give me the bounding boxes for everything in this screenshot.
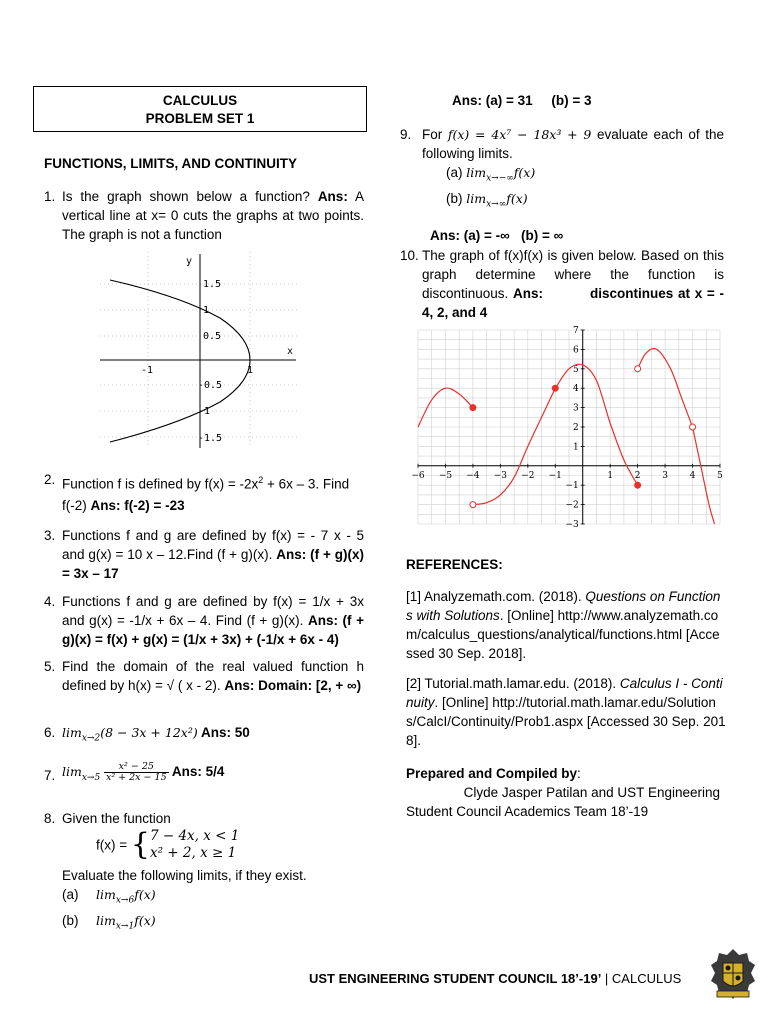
- x-tick-label: 3: [662, 470, 668, 481]
- x-tick-label: 5: [717, 470, 723, 481]
- question-text: Functions f and g are defined by f(x) = - 7 x - 5 and g(x) = 10 x – 12.Find (f + g)(x).: [62, 528, 364, 562]
- limit-tail: f(x): [134, 887, 156, 902]
- limit-tail: f(x): [513, 165, 536, 180]
- part-a: [446, 163, 724, 189]
- y-tick-label: 0.5: [203, 331, 222, 342]
- question-2: [44, 470, 364, 516]
- piecewise-cases: [150, 828, 239, 862]
- part-a: [62, 885, 364, 911]
- open-endpoint: [470, 502, 476, 508]
- footer-separator: |: [601, 971, 612, 986]
- closed-endpoint: [470, 405, 476, 411]
- title-line-2: PROBLEM SET 1: [145, 111, 255, 126]
- limit-symbol: lim: [96, 912, 116, 928]
- y-tick-label: -1: [198, 406, 211, 417]
- footer-text: [309, 971, 681, 986]
- answer-text: A vertical line at x= 0 cuts the graphs at two points. The graph is not a function: [62, 189, 364, 242]
- section-heading: FUNCTIONS, LIMITS, AND CONTINUITY: [44, 156, 297, 171]
- case-2: x² + 2, x ≥ 1: [149, 845, 237, 861]
- limit-symbol: lim: [96, 887, 116, 902]
- reference-text: . [Online] http://tutorial.math.lamar.edu/Solutions/CalcI/Continuity/Prob1.aspx [Accessed 30 Sep. 2018].: [406, 695, 726, 748]
- y-tick-label: 2: [572, 423, 579, 433]
- y-tick-label: 6: [572, 345, 579, 356]
- open-endpoint: [690, 424, 696, 430]
- question-10: [400, 246, 724, 322]
- x-tick-label: −5: [438, 470, 453, 481]
- answer-a: Ans: (a) = -∞: [430, 228, 510, 244]
- answer-text: Ans: (f + g)(x) = f(x) + g(x) = (1/x + 3x) + (-1/x + 6x - 4): [62, 613, 364, 647]
- question-number: 6.: [44, 725, 56, 740]
- question-text: For: [422, 127, 448, 142]
- prepared-colon: :: [577, 766, 581, 781]
- question-4: [44, 592, 364, 649]
- part-label: (b): [446, 190, 467, 206]
- question-7: [44, 762, 364, 788]
- prepared-by: [406, 764, 726, 821]
- y-tick-label: −3: [565, 520, 579, 530]
- question-number: 7.: [44, 768, 56, 783]
- fraction-numerator: x² − 25: [104, 762, 169, 773]
- question-number: 9.: [400, 127, 412, 142]
- reference-text: [1] Analyzemath.com. (2018).: [406, 589, 586, 604]
- question-9: [400, 125, 724, 245]
- x-tick-label: −4: [466, 470, 480, 481]
- question-text: Given the function: [62, 811, 171, 826]
- limit-tail: f(x): [134, 912, 156, 928]
- y-tick-label: -1.5: [198, 433, 223, 444]
- x-tick-label: −3: [493, 470, 508, 481]
- limit-subscript: x→−∞: [486, 173, 514, 184]
- x-tick-label: −6: [411, 470, 425, 481]
- y-tick-label: 5: [572, 364, 579, 375]
- title-line-1: CALCULUS: [162, 93, 238, 108]
- references-heading: REFERENCES:: [406, 557, 503, 572]
- limit-subscript: x→1: [115, 921, 135, 932]
- question-text: evaluate each of the following limits.: [422, 127, 724, 161]
- y-tick-label: 1: [572, 442, 579, 453]
- question-6: [44, 723, 364, 749]
- brace-glyph: {: [130, 827, 150, 862]
- answer-b: (b) = ∞: [521, 228, 564, 244]
- answer-text: Ans: f(-2) = -23: [90, 497, 185, 513]
- closed-endpoint: [635, 482, 641, 488]
- y-axis-label: y: [186, 256, 193, 267]
- question-number: 2.: [44, 472, 56, 487]
- chart-grid: [418, 330, 720, 524]
- part-b: [446, 189, 724, 215]
- limit-symbol: lim: [466, 165, 487, 180]
- chart-tick-labels: [411, 326, 723, 530]
- y-tick-label: 7: [572, 326, 579, 336]
- part-label: (a): [446, 165, 467, 180]
- limit-subscript: x→5: [81, 772, 101, 783]
- reference-1: [406, 587, 726, 663]
- question-8: [44, 809, 364, 936]
- footer-subject: CALCULUS: [611, 971, 682, 986]
- prepared-label: Prepared and Compiled by: [406, 766, 578, 781]
- question-5: [44, 657, 364, 695]
- limit-fraction: [104, 762, 169, 783]
- answer-text: Ans: Domain: [2, + ∞): [224, 678, 362, 693]
- y-tick-label: -0.5: [198, 380, 223, 391]
- footer-org: UST ENGINEERING STUDENT COUNCIL 18’-19’: [309, 971, 602, 986]
- open-endpoint: [635, 366, 641, 372]
- question-number: 4.: [44, 594, 56, 609]
- question-number: 10.: [400, 248, 419, 263]
- parabola-graph: [100, 252, 300, 448]
- limit-subscript: x→6: [115, 895, 135, 906]
- answer-label: Ans:: [513, 286, 544, 301]
- function-label: f(x) =: [96, 837, 131, 853]
- reference-text: [2] Tutorial.math.lamar.edu. (2018).: [406, 676, 620, 691]
- question-text: Is the graph shown below a function?: [62, 189, 318, 204]
- question-1: [44, 187, 364, 244]
- reference-title: Calculus I - Continuity: [406, 676, 723, 710]
- x-axis-label: x: [287, 346, 294, 357]
- limit-subscript: x→2: [81, 733, 101, 744]
- y-tick-label: 4: [572, 384, 579, 395]
- limit-expression: (8 − 3x + 12x²): [100, 725, 198, 740]
- piecewise-function: [96, 828, 364, 866]
- question-number: 1.: [44, 189, 56, 204]
- question-text: Evaluate the following limits, if they exist.: [62, 868, 307, 883]
- case-1: 7 − 4x, x < 1: [149, 828, 240, 844]
- answer-text: Ans: (f + g)(x) = 3x – 17: [62, 547, 365, 581]
- reference-text: . [Online] http://www.analyzemath.com/calculus_questions/analytical/functions.html [Accessed 30 Sep. 2018].: [406, 608, 720, 661]
- limit-tail: f(x): [506, 190, 528, 206]
- x-tick-label: -1: [141, 365, 154, 376]
- y-tick-label: 1: [203, 305, 210, 316]
- question-text: The graph of f(x)f(x) is given below. Based on this graph determine where the function is discontinuous.: [422, 248, 724, 301]
- limit-symbol: lim: [62, 725, 82, 740]
- answer-text: Ans: 50: [197, 725, 250, 740]
- part-label: (a): [62, 887, 79, 902]
- question-number: 3.: [44, 528, 56, 543]
- fraction-denominator: x² + 2x − 15: [105, 772, 167, 783]
- exponent: 2: [258, 475, 264, 485]
- answer-text: discontinues at x = - 4, 2, and 4: [422, 286, 725, 320]
- discontinuity-chart: [410, 324, 728, 530]
- x-tick-label: 2: [634, 470, 641, 481]
- question-number: 8.: [44, 811, 56, 826]
- function-expression: f(x) = 4x⁷ − 18x³ + 9: [447, 127, 592, 142]
- prepared-line-1: Clyde Jasper Patilan and UST Engineering: [463, 785, 720, 800]
- q8-answer: Ans: (a) = 31 (b) = 3: [452, 93, 592, 108]
- q9-answer: [430, 226, 724, 245]
- answer-text: Ans: 5/4: [168, 764, 225, 780]
- question-number: 5.: [44, 659, 56, 674]
- closed-endpoint: [552, 385, 558, 391]
- y-tick-label: −2: [565, 500, 579, 511]
- engineering-logo: [709, 947, 757, 1003]
- x-tick-label: −1: [548, 470, 562, 481]
- prepared-line-2: Student Council Academics Team 18’-19: [406, 804, 649, 819]
- question-3: [44, 526, 364, 583]
- question-text: + 6x – 3. Find: [263, 476, 350, 492]
- parabola-curve: [110, 280, 250, 442]
- question-text: Functions f and g are defined by f(x) = 1/x + 3x and g(x) = -1/x + 6x – 4. Find (f + g)(x).: [62, 594, 364, 628]
- x-tick-label: 4: [689, 470, 696, 481]
- title-box: [33, 86, 367, 132]
- question-text: f(-2): [62, 497, 91, 513]
- limit-symbol: lim: [466, 190, 487, 206]
- question-text: Function f is defined by f(x) = -2x: [62, 476, 259, 492]
- question-text: Find the domain of the real valued function h defined by h(x) = √ ( x - 2).: [62, 659, 364, 693]
- x-tick-label: 1: [607, 470, 614, 481]
- part-b: [62, 911, 364, 937]
- limit-symbol: lim: [62, 764, 82, 780]
- x-tick-label: −2: [521, 470, 535, 481]
- y-tick-label: −1: [565, 481, 579, 492]
- reference-title: Questions on Functions with Solutions: [406, 589, 721, 623]
- chart-series: [418, 348, 715, 524]
- answer-label: Ans:: [317, 189, 348, 204]
- x-tick-label: 1: [247, 365, 254, 376]
- part-label: (b): [62, 912, 79, 928]
- y-tick-label: 1.5: [203, 279, 222, 290]
- reference-2: [406, 674, 726, 750]
- y-tick-label: 3: [572, 403, 579, 414]
- limit-subscript: x→∞: [486, 199, 507, 210]
